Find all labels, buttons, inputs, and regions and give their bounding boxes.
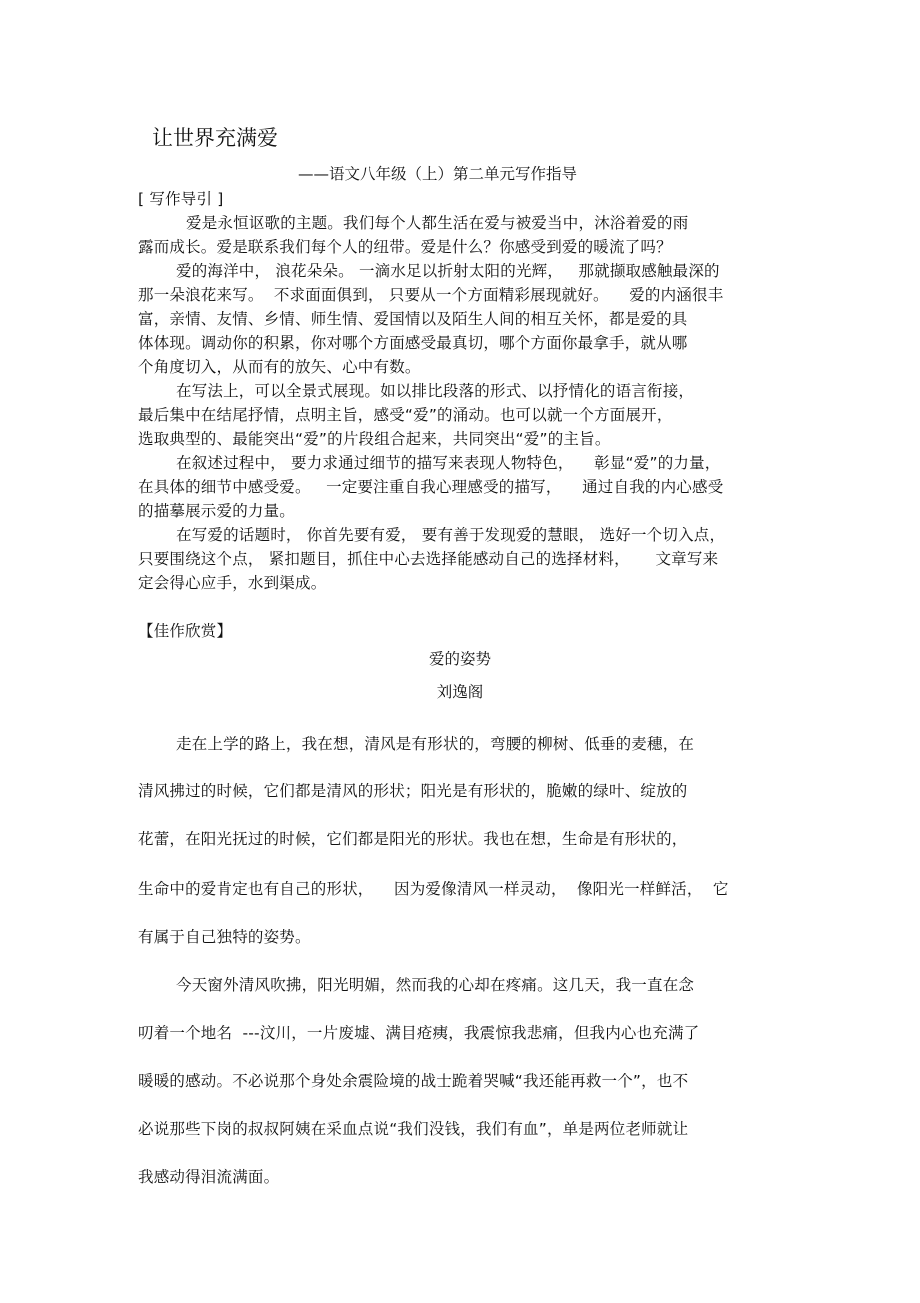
essay-line: 生命中的爱肯定也有自己的形状， 因为爱像清风一样灵动， 像阳光一样鲜活， 它 [138, 880, 729, 898]
guide-line: 富，亲情、友情、乡情、师生情、爱国情以及陌生人间的相互关怀，都是爱的具 [138, 310, 688, 328]
guide-line: 爱的海洋中， 浪花朵朵。 一滴水足以折射太阳的光辉， 那就撷取感触最深的 [176, 262, 720, 280]
guide-line: 只要围绕这个点， 紧扣题目，抓住中心去选择能感动自己的选择材料， 文章写来 [138, 550, 719, 568]
essay-line: 今天窗外清风吹拂，阳光明媚，然而我的心却在疼痛。这几天，我一直在念 [176, 976, 695, 994]
guide-line: 的描摹展示爱的力量。 [138, 502, 296, 520]
guide-line: 露而成长。爱是联系我们每个人的纽带。爱是什么？你感受到爱的暖流了吗？ [138, 238, 672, 256]
guide-line: 体体现。调动你的积累，你对哪个方面感受最真切，哪个方面你最拿手，就从哪 [138, 334, 688, 352]
essay-line: 叨着一个地名 ---汶川，一片废墟、满目疮痍，我震惊我悲痛，但我内心也充满了 [138, 1024, 700, 1042]
guide-line: 个角度切入，从而有的放矢、心中有数。 [138, 358, 421, 376]
essay-author: 刘逸阁 [436, 683, 484, 701]
guide-line: 爱是永恒讴歌的主题。我们每个人都生活在爱与被爱当中，沐浴着爱的雨 [186, 214, 689, 232]
document-subtitle: ——语文八年级（上）第二单元写作指导 [298, 165, 578, 183]
guide-line: 选取典型的、最能突出“爱”的片段组合起来，共同突出“爱”的主旨。 [138, 430, 611, 448]
guide-line: 在写法上，可以全景式展现。如以排比段落的形式、以抒情化的语言衔接， [176, 382, 695, 400]
essay-title: 爱的姿势 [428, 650, 491, 668]
guide-heading: [ 写作导引 ] [138, 190, 224, 208]
appreciation-heading: 【佳作欣赏】 [138, 622, 233, 640]
essay-line: 有属于自己独特的姿势。 [138, 928, 311, 946]
essay-line: 走在上学的路上，我在想，清风是有形状的，弯腰的柳树、低垂的麦穗，在 [176, 735, 695, 753]
guide-line: 在具体的细节中感受爱。 一定要注重自我心理感受的描写， 通过自我的内心感受 [138, 478, 724, 496]
essay-line: 我感动得泪流满面。 [138, 1168, 280, 1186]
essay-line: 清风拂过的时候，它们都是清风的形状；阳光是有形状的，脆嫩的绿叶、绽放的 [138, 782, 688, 800]
guide-line: 在写爱的话题时， 你首先要有爱， 要有善于发现爱的慧眼， 选好一个切入点， [176, 526, 726, 544]
guide-line: 那一朵浪花来写。 不求面面俱到， 只要从一个方面精彩展现就好。 爱的内涵很丰 [138, 286, 724, 304]
guide-line: 最后集中在结尾抒情，点明主旨，感受“爱”的涌动。也可以就一个方面展开， [138, 406, 673, 424]
guide-line: 在叙述过程中， 要力求通过细节的描写来表现人物特色， 彰显“爱”的力量， [176, 454, 721, 472]
essay-line: 必说那些下岗的叔叔阿姨在采血点说“我们没钱，我们有血”，单是两位老师就让 [138, 1120, 689, 1138]
guide-line: 定会得心应手，水到渠成。 [138, 574, 327, 592]
essay-line: 暖暖的感动。不必说那个身处余震险境的战士跪着哭喊“我还能再救一个”，也不 [138, 1072, 689, 1090]
document-title: 让世界充满爱 [152, 126, 278, 150]
essay-line: 花蕾，在阳光抚过的时候，它们都是阳光的形状。我也在想，生命是有形状的， [138, 830, 688, 848]
